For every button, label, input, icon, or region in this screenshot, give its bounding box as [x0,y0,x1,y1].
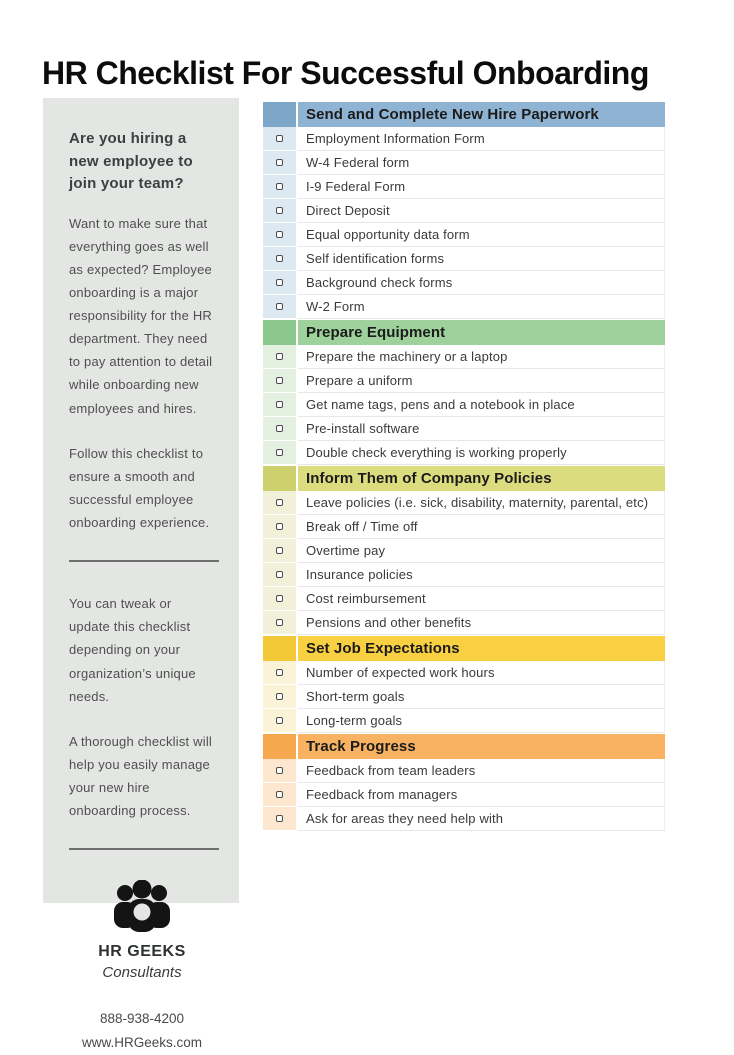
checklist-item-label: W-2 Form [298,295,665,319]
sidebar-paragraph: You can tweak or update this checklist depending on your organization’s unique needs. [69,596,196,704]
checklist-item-label: Prepare the machinery or a laptop [298,345,665,369]
checkbox-icon[interactable] [276,401,283,408]
logo-name: HR GEEKS [98,943,186,961]
checkbox-cell [263,807,296,831]
checkbox-cell [263,611,296,635]
checklist-item-label: Long-term goals [298,709,665,733]
section-header [263,734,665,759]
page-title: HR Checklist For Successful Onboarding [42,55,649,92]
section-title: Prepare Equipment [298,320,665,345]
checklist-row [263,539,665,563]
checkbox-icon[interactable] [276,669,283,676]
checkbox-cell [263,199,296,223]
sidebar [43,98,239,1050]
checkbox-icon[interactable] [276,499,283,506]
people-group-icon [111,880,173,937]
checkbox-cell [263,345,296,369]
checklist-item-label: W-4 Federal form [298,151,665,175]
checklist-item-label: Feedback from managers [298,783,665,807]
checkbox-icon[interactable] [276,547,283,554]
checkbox-icon[interactable] [276,571,283,578]
checklist-row [263,417,665,441]
checklist-row [263,175,665,199]
checklist-row [263,709,665,733]
checklist-row [263,807,665,831]
checklist-row [263,199,665,223]
checklist-row [263,369,665,393]
checkbox-cell [263,247,296,271]
checkbox-icon[interactable] [276,231,283,238]
checklist-row [263,127,665,151]
checkbox-cell [263,491,296,515]
section-title: Track Progress [298,734,665,759]
sidebar-paragraph: Want to make sure that everything goes as well as expected? Employee onboarding is a major responsibility for the HR department. They need to pay attention to detail while onboarding new employees and hires. [69,215,213,416]
section-header [263,466,665,491]
checklist-item-label: Cost reimbursement [298,587,665,611]
phone-number: 888-938-4200 [99,1011,185,1027]
section-title: Set Job Expectations [298,636,665,661]
sidebar-paragraph: Follow this checklist to ensure a smooth and successful employee onboarding experience. [69,445,210,530]
checklist-item-label: Pensions and other benefits [298,611,665,635]
sidebar-paragraph: A thorough checklist will help you easily manage your new hire onboarding process. [69,733,213,819]
logo-tagline: Consultants [102,964,182,982]
sidebar-heading: Are you hiring a new employee to join your team? [69,130,193,192]
checkbox-cell [263,661,296,685]
divider-line [69,848,219,850]
checklist-row [263,563,665,587]
checkbox-icon[interactable] [276,449,283,456]
section-header [263,102,665,127]
checklist-row [263,611,665,635]
checkbox-cell [263,783,296,807]
checklist-row [263,783,665,807]
checkbox-icon[interactable] [276,353,283,360]
contact-block [69,1007,215,1054]
checkbox-icon[interactable] [276,135,283,142]
section-title: Inform Them of Company Policies [298,466,665,491]
checklist-row [263,271,665,295]
checklist-row [263,247,665,271]
checkbox-cell [263,271,296,295]
section-header-strip [263,636,296,661]
checkbox-icon[interactable] [276,255,283,262]
checklist-row [263,151,665,175]
section-header [263,320,665,345]
checklist-row [263,759,665,783]
sidebar-intro-paragraphs [69,212,215,535]
checklist-row [263,223,665,247]
checklist-row [263,441,665,465]
checklist-item-label: Get name tags, pens and a notebook in place [298,393,665,417]
section-header [263,636,665,661]
checkbox-cell [263,151,296,175]
checklist-row [263,393,665,417]
checklist-row [263,491,665,515]
checkbox-cell [263,759,296,783]
checklist-item-label: Equal opportunity data form [298,223,665,247]
checkbox-cell [263,175,296,199]
checkbox-cell [263,563,296,587]
checklist-item-label: Leave policies (i.e. sick, disability, maternity, parental, etc) [298,491,665,515]
checklist-item-label: Break off / Time off [298,515,665,539]
checkbox-icon[interactable] [276,279,283,286]
checklist-item-label: Feedback from team leaders [298,759,665,783]
checklist-item-label: Background check forms [298,271,665,295]
checklist-item-label: Number of expected work hours [298,661,665,685]
checkbox-icon[interactable] [276,207,283,214]
checkbox-cell [263,685,296,709]
checkbox-icon[interactable] [276,377,283,384]
checklist-item-label: Employment Information Form [298,127,665,151]
checkbox-icon[interactable] [276,159,283,166]
checklist-item-label: Ask for areas they need help with [298,807,665,831]
checkbox-cell [263,587,296,611]
section-header-strip [263,320,296,345]
checkbox-icon[interactable] [276,183,283,190]
checklist-item-label: I-9 Federal Form [298,175,665,199]
checklist-row [263,295,665,319]
checklist-item-label: Short-term goals [298,685,665,709]
checkbox-cell [263,417,296,441]
checklist-item-label: Overtime pay [298,539,665,563]
logo-block [69,880,215,981]
checkbox-cell [263,515,296,539]
checklist-item-label: Self identification forms [298,247,665,271]
checkbox-icon[interactable] [276,791,283,798]
checkbox-icon[interactable] [276,767,283,774]
checkbox-cell [263,127,296,151]
checklist-item-label: Double check everything is working properly [298,441,665,465]
checklist-item-label: Insurance policies [298,563,665,587]
checkbox-cell [263,223,296,247]
checkbox-cell [263,295,296,319]
section-header-strip [263,466,296,491]
checklist-row [263,661,665,685]
checkbox-icon[interactable] [276,303,283,310]
checkbox-icon[interactable] [276,619,283,626]
website-link[interactable]: www.HRGeeks.com [81,1034,203,1050]
divider-line [69,560,219,562]
checkbox-icon[interactable] [276,425,283,432]
checkbox-cell [263,709,296,733]
checklist-item-label: Pre-install software [298,417,665,441]
checklist-item-label: Direct Deposit [298,199,665,223]
checkbox-icon[interactable] [276,815,283,822]
checklist-item-label: Prepare a uniform [298,369,665,393]
checkbox-cell [263,539,296,563]
checklist-row [263,685,665,709]
checklist [263,102,665,831]
checkbox-cell [263,369,296,393]
checkbox-icon[interactable] [276,523,283,530]
checkbox-icon[interactable] [276,717,283,724]
checkbox-cell [263,441,296,465]
checkbox-icon[interactable] [276,693,283,700]
section-header-strip [263,734,296,759]
section-title: Send and Complete New Hire Paperwork [298,102,665,127]
section-header-strip [263,102,296,127]
checkbox-cell [263,393,296,417]
sidebar-note-paragraphs [69,592,215,822]
checkbox-icon[interactable] [276,595,283,602]
checklist-row [263,587,665,611]
checklist-row [263,515,665,539]
checklist-row [263,345,665,369]
